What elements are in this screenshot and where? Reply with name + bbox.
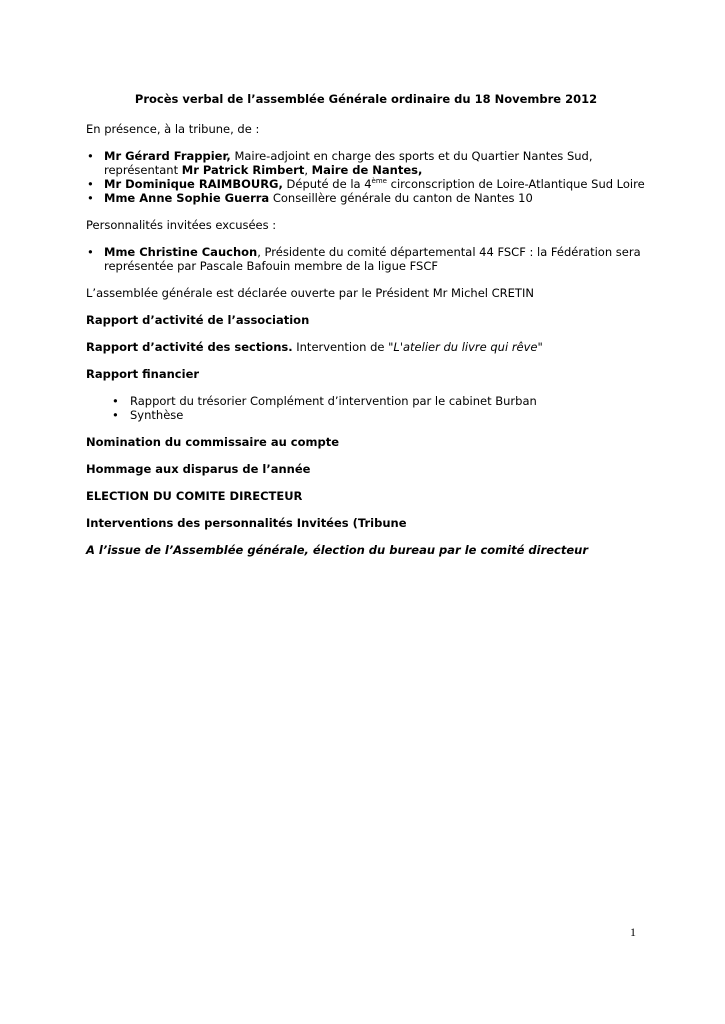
financial-list [86, 394, 646, 422]
activity-sections-line [86, 340, 646, 354]
opening-statement: L’assemblée générale est déclarée ouverte par le Président Mr Michel CRETIN [86, 286, 534, 300]
person-role: Maire-adjoint en charge des sports et du Quartier Nantes Sud, représentant [104, 149, 593, 177]
heading-hommage: Hommage aux disparus de l’année [86, 462, 311, 476]
page-number: 1 [630, 925, 636, 939]
list-item [86, 245, 646, 273]
person-name: Mr Dominique RAIMBOURG, [104, 177, 283, 191]
person-name: Mme Christine Cauchon [104, 245, 258, 259]
intervention-text: Intervention de [292, 340, 389, 354]
document-title: Procès verbal de l’assemblée Générale ordinaire du 18 Novembre 2012 [134, 92, 598, 106]
person-role: Conseillère générale du canton de Nantes 10 [269, 191, 533, 205]
heading-interventions: Interventions des personnalités Invitées (Tribune [86, 516, 407, 530]
person-role-bold: Maire de Nantes, [311, 163, 423, 177]
person-role: , Présidente du comité départemental 44 FSCF : la Fédération sera représentée par Pascale Bafouin membre de la ligue FSCF [104, 245, 641, 273]
excused-list [86, 245, 646, 273]
list-item: • Rapport du trésorier Complément d’intervention par le cabinet Burban [86, 394, 646, 408]
excused-intro: Personnalités invitées excusées : [86, 218, 277, 232]
list-item [86, 191, 646, 205]
intervention-quote: "L'atelier du livre qui rêve" [388, 340, 543, 354]
final-statement: A l’issue de l’Assemblée générale, élection du bureau par le comité directeur [86, 543, 589, 557]
document-page [86, 92, 646, 570]
separator: , [304, 163, 312, 177]
heading-activity-sections: Rapport d’activité des sections. [86, 340, 293, 354]
heading-nomination: Nomination du commissaire au compte [86, 435, 340, 449]
person-name: Mr Gérard Frappier, [104, 149, 231, 163]
tribune-list [86, 149, 646, 205]
list-item [86, 149, 646, 177]
heading-financial: Rapport financier [86, 367, 200, 381]
heading-activity-association: Rapport d’activité de l’association [86, 313, 310, 327]
person-role: Député de la 4 [282, 177, 372, 191]
person-role: circonscription de Loire-Atlantique Sud Loire [386, 177, 645, 191]
presence-intro: En présence, à la tribune, de : [86, 122, 260, 136]
superscript: ème [371, 177, 387, 186]
heading-election: ELECTION DU COMITE DIRECTEUR [86, 489, 303, 503]
person-name: Mr Patrick Rimbert [181, 163, 305, 177]
person-name: Mme Anne Sophie Guerra [104, 191, 270, 205]
list-item: • Synthèse [86, 408, 646, 422]
list-item [86, 177, 646, 191]
